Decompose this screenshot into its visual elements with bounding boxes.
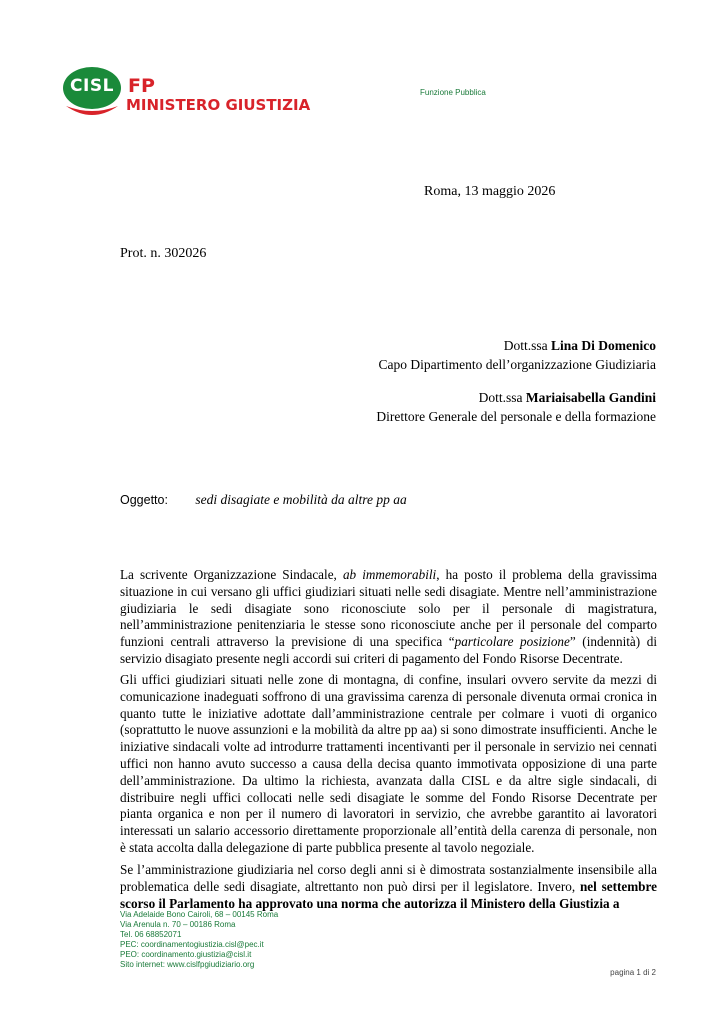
- footer-address-1: Via Adelaide Bono Cairoli, 68 – 00145 Roma: [120, 910, 279, 919]
- footer-address-2: Via Arenula n. 70 – 00186 Roma: [120, 920, 236, 929]
- logo-cisl-text: CISL: [70, 76, 114, 96]
- recipient-name: Dott.ssa Mariaisabella Gandini: [478, 390, 656, 405]
- footer-pec: PEC: coordinamentogiustizia.cisl@pec.it: [120, 940, 264, 949]
- recipient-name: Dott.ssa Lina Di Domenico: [503, 338, 656, 353]
- recipient-1: [378, 336, 656, 374]
- paragraph-2: Gli uffici giudiziari situati nelle zone di montagna, di confine, insulari ovvero servite da mezzi di comunicazione inadeguati soffrono di una gravissima carenza di personale divenuta ormai cronica in quanto tutte le iniziative adottate dall’amministrazione centrale per colmare i vuoti di organico (soprattutto le nuove assunzioni e la mobilità da altre pp aa) si sono dimostrate insufficienti. Anche le iniziative sindacali volte ad introdurre trattamenti incentivanti per il personale in servizio nei cennati uffici non hanno avuto successo a causa della decisa quanto immotivata opposizione di una parte dell’amministrazione. Da ultimo la richiesta, avanzata dalla CISL e da altre sigle sindacali, di distribuire negli uffici collocati nelle sedi disagiate le somme del Fondo Risorse Decentrate per pianta organica e non per il numero di lavoratori in servizio, che avrebbe garantito ai lavoratori interessati un salario accessorio direttamente proporzionale all’entità della carenza di personale, non è stata accolta dalla delegazione di parte pubblica presente al tavolo negoziale.: [120, 672, 657, 855]
- paragraph-3: Se l’amministrazione giudiziaria nel corso degli anni si è dimostrata sostanzialmente insensibile alla problematica delle sedi disagiate, altrettanto non può dirsi per il legislatore. Invero, nel settembre scorso il Parlamento ha approvato una norma che autorizza il Ministero della Giustizia a: [120, 862, 657, 911]
- footer-phone: Tel. 06 68852071: [120, 930, 182, 939]
- recipient-2: [376, 388, 656, 426]
- funzione-pubblica-label: Funzione Pubblica: [420, 88, 486, 97]
- page-number: pagina 1 di 2: [610, 968, 656, 977]
- letter-date: Roma, 13 maggio 2026: [424, 184, 556, 199]
- subject-text: sedi disagiate e mobilità da altre pp aa: [195, 492, 407, 507]
- recipient-role: Capo Dipartimento dell’organizzazione Giudiziaria: [378, 357, 656, 372]
- protocol-number: Prot. n. 302026: [120, 246, 207, 261]
- logo-ministero-text: MINISTERO GIUSTIZIA: [126, 96, 311, 114]
- footer-peo: PEO: coordinamento.giustizia@cisl.it: [120, 950, 252, 959]
- recipient-role: Direttore Generale del personale e della formazione: [376, 409, 656, 424]
- subject-label: Oggetto:: [120, 493, 168, 507]
- paragraph-1: La scrivente Organizzazione Sindacale, ab immemorabili, ha posto il problema della gravissima situazione in cui versano gli uffici giudiziari situati nelle sedi disagiate. Mentre nell’amministrazione giudiziaria le sedi disagiate sono riconosciute solo per il personale di magistratura, nell’amministrazione penitenziaria le stesse sono riconosciute anche per il personale del comparto funzioni centrali attraverso la previsione di una specifica “particolare posizione” (indennità) di servizio disagiato presente negli accordi sui criteri di pagamento del Fondo Risorse Decentrate.: [120, 567, 658, 666]
- cisl-fp-logo: [62, 66, 311, 120]
- subject-line: [120, 492, 407, 508]
- footer-website: Sito internet: www.cislfpgiudiziario.org: [120, 960, 255, 969]
- footer-contacts: [120, 910, 278, 970]
- logo-fp-text: FP: [128, 75, 155, 97]
